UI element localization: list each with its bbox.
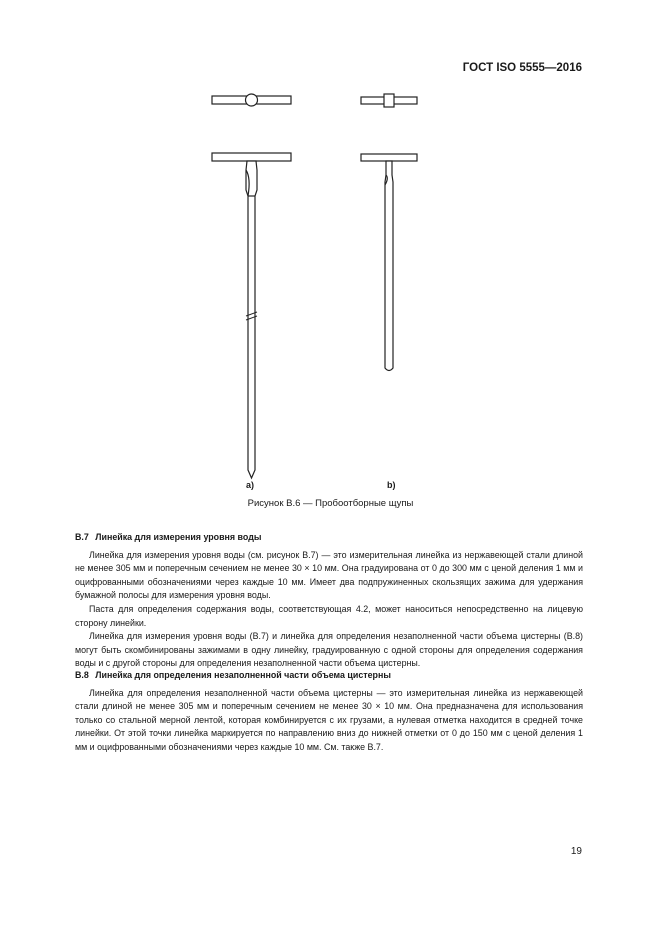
figure-caption: Рисунок В.6 — Пробоотборные щупы	[247, 498, 414, 509]
section-b7-title: Линейка для измерения уровня воды	[95, 532, 262, 542]
section-b8-heading	[75, 669, 583, 683]
section-b7-number: В.7	[75, 532, 89, 542]
probe-a-side-view	[212, 153, 291, 478]
page-number: 19	[570, 846, 582, 857]
probe-a-label: а)	[246, 480, 255, 490]
probe-b-label: b)	[387, 480, 396, 490]
section-b7-paragraph: Линейка для измерения уровня воды (В.7) и линейка для определения незаполненной части объема цистерны (В.8) могут быть скомбинированы зажимами в одну линейку, градуированную с одной стороны для определения содержания воды и с другой стороны для определения незаполненной части объема цистерны.	[75, 631, 583, 669]
section-b7	[75, 531, 583, 671]
section-b8-number: В.8	[75, 670, 89, 680]
probe-b-top-view	[361, 94, 417, 107]
section-b7-paragraph: Паста для определения содержания воды, соответствующая 4.2, может наноситься непосредственно на лицевую сторону линейки.	[75, 603, 583, 628]
probe-a-top-view	[212, 94, 291, 106]
section-b8	[75, 669, 583, 755]
section-b8-paragraph: Линейка для определения незаполненной части объема цистерны — это измерительная линейка из нержавеющей стали длиной не менее 305 мм и поперечным сечением не менее 30 × 10 мм. Она предназначена для использования только со стальной мерной лентой, которая комбинируется с их грузами, а нулевая отметка находится в средней точке линейки. От этой точки линейка маркируется по направлению вниз до нижней отметки от 0 до 150 мм с ценой деления 1 мм и оцифрованными обозначениями через каждые 10 мм. См. также В.7.	[75, 687, 583, 752]
section-b7-heading	[75, 531, 583, 545]
section-b8-title: Линейка для определения незаполненной части объема цистерны	[95, 670, 391, 680]
probe-b-side-view	[361, 154, 417, 371]
section-b7-paragraph: Линейка для измерения уровня воды (см. рисунок В.7) — это измерительная линейка из нержавеющей стали длиной не менее 305 мм и поперечным сечением не менее 30 × 10 мм. Она градуирована от 0 до 300 мм с ценой деления 1 мм и оцифрованными обозначениями через каждые 10 мм. Имеет два подпружиненных скользящих зажима для удержания бумажной полосы для измерения уровня воды.	[75, 549, 583, 601]
document-header: ГОСТ ISO 5555—2016	[462, 62, 582, 74]
